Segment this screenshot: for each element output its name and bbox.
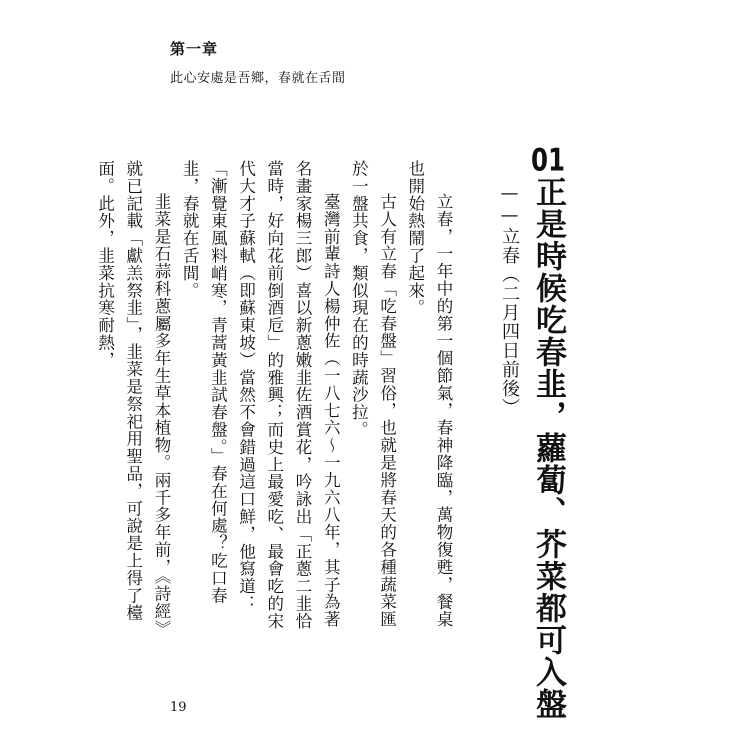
chapter-label: 第一章 <box>170 40 219 58</box>
running-header <box>170 38 346 86</box>
chapter-subtitle: 此心安處是吾鄉，春就在舌間 <box>170 71 346 86</box>
article-number: 01 <box>530 145 566 176</box>
article-subtitle: ——立春（二月四日前後） <box>499 183 520 417</box>
page-number: 19 <box>170 700 187 715</box>
article-title-text: 正是時候吃春韭，蘿蔔、芥菜都可入盤 <box>530 176 566 720</box>
body-paragraph: 立春，一年中的第一個節氣，春神降臨，萬物復甦，餐桌也開始熱鬧了起來。 <box>405 160 453 628</box>
article-body <box>90 160 457 630</box>
body-paragraph: 古人有立春「吃春盤」習俗，也就是將春天的各種蔬菜匯於一盤共食，類似現在的時蔬沙拉。 <box>349 160 397 628</box>
body-paragraph: 臺灣前輩詩人楊仲佐（一八七六～一九六八年，其子為著名畫家楊三郎）喜以新蔥嫩韭佐酒賞花，吟詠出「正蔥二韭恰當時，好向花前倒酒卮」的雅興；而史上最愛吃、最會吃的宋代大才子蘇軾（即蘇東坡）當然不會錯過這口鮮，他寫道：「漸覺東風料峭寒，青蒿黃韭試春盤。」春在何處？吃口春韭，春就在舌間。 <box>180 160 341 630</box>
article-title <box>527 145 569 720</box>
body-paragraph: 韭菜是石蒜科蔥屬多年生草本植物。兩千多年前，《詩經》就已記載「獻羔祭韭」，韭菜是祭祀用聖品，可說是上得了檯面。此外，韭菜抗寒耐熱， <box>95 160 171 629</box>
